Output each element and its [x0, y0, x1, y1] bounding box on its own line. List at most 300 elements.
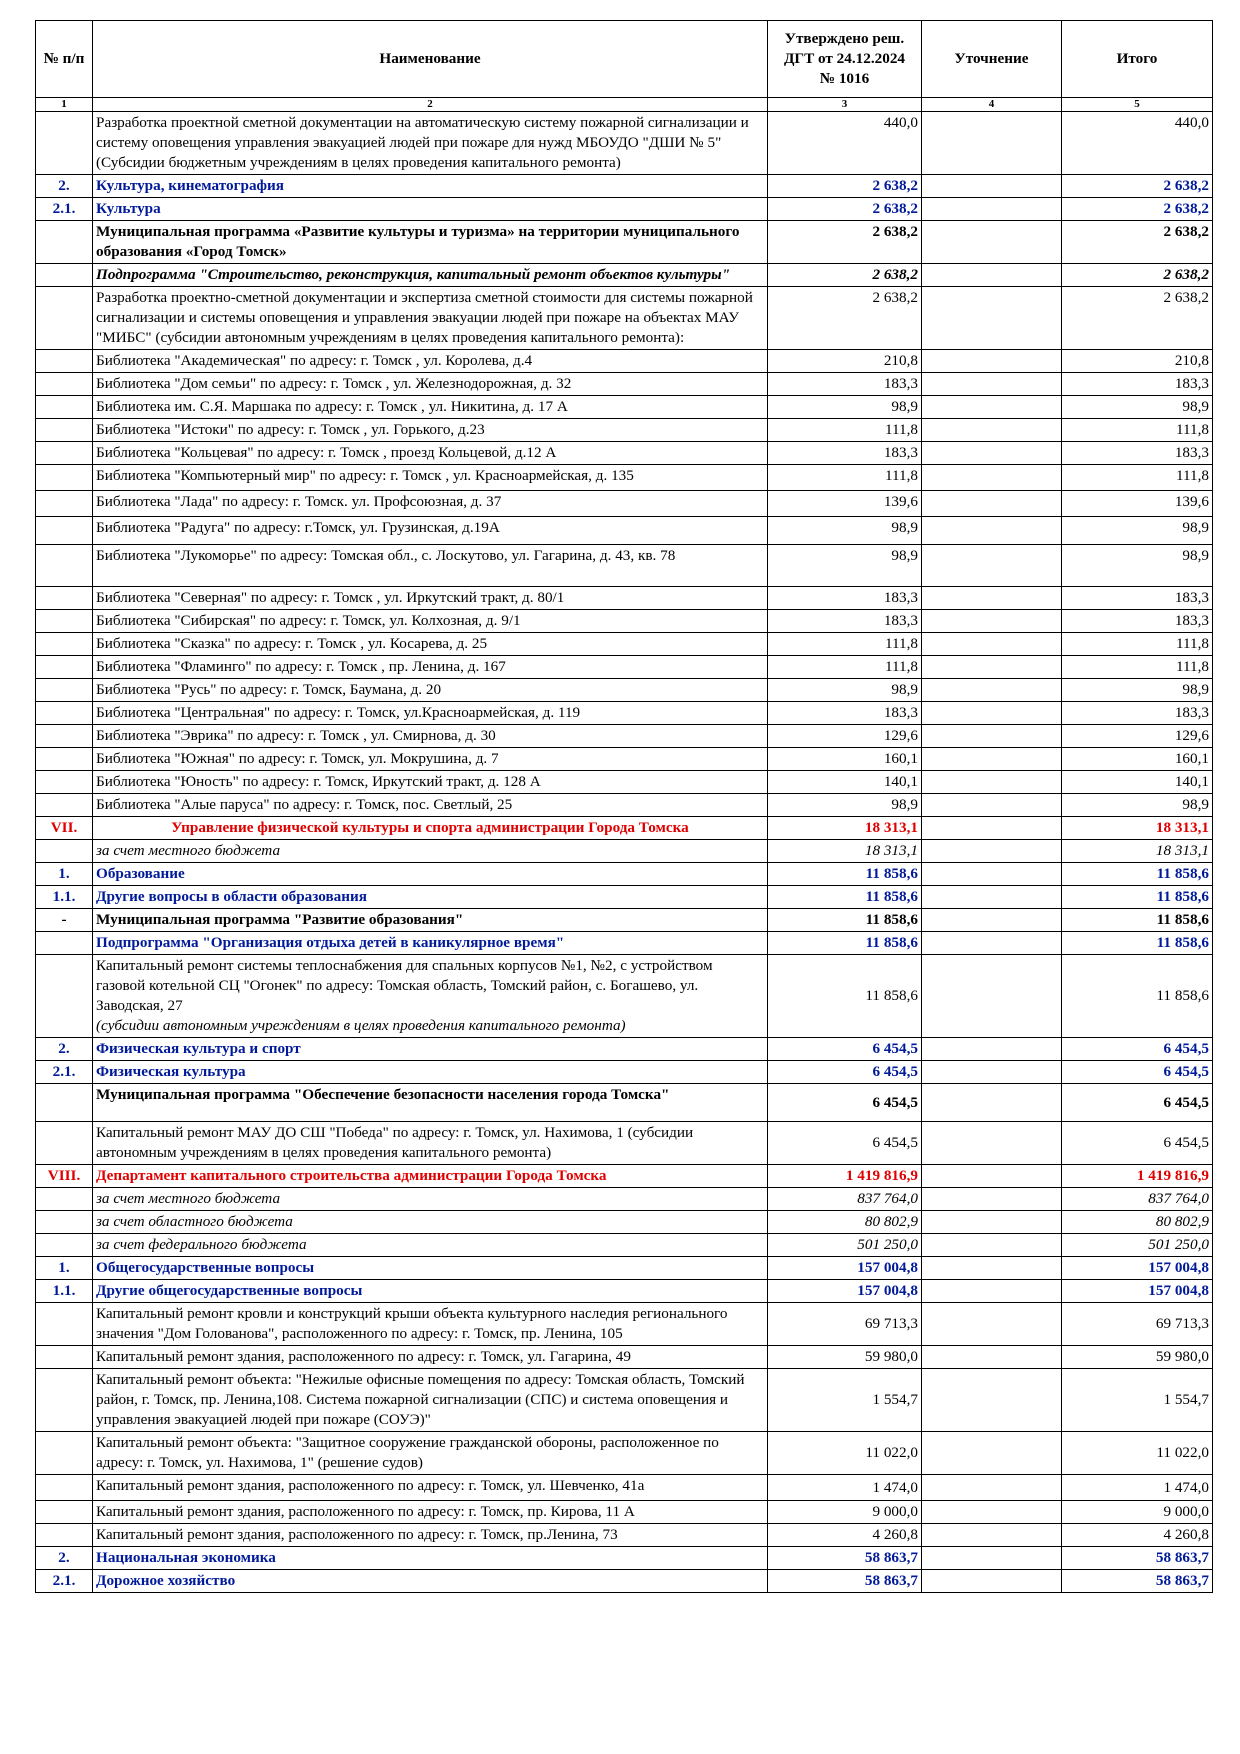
row-total-amount: 18 313,1 — [1062, 840, 1213, 863]
row-number — [36, 794, 93, 817]
row-name: Капитальный ремонт здания, расположенного по адресу: г. Томск, ул. Гагарина, 49 — [93, 1346, 768, 1369]
row-approved-amount: 98,9 — [768, 517, 922, 545]
row-approved-amount: 111,8 — [768, 633, 922, 656]
table-row — [36, 633, 1213, 656]
row-approved-amount: 160,1 — [768, 748, 922, 771]
row-clarification-amount — [922, 1346, 1062, 1369]
row-number: 2. — [36, 175, 93, 198]
row-total-amount: 183,3 — [1062, 373, 1213, 396]
row-approved-amount: 140,1 — [768, 771, 922, 794]
row-clarification-amount — [922, 1061, 1062, 1084]
table-row — [36, 221, 1213, 264]
row-approved-amount: 157 004,8 — [768, 1257, 922, 1280]
row-total-amount: 183,3 — [1062, 702, 1213, 725]
row-total-amount: 837 764,0 — [1062, 1188, 1213, 1211]
row-number: 1. — [36, 863, 93, 886]
table-row — [36, 932, 1213, 955]
row-name: Библиотека "Эврика" по адресу: г. Томск , ул. Смирнова, д. 30 — [93, 725, 768, 748]
row-approved-amount: 69 713,3 — [768, 1303, 922, 1346]
row-approved-amount: 111,8 — [768, 656, 922, 679]
row-total-amount: 140,1 — [1062, 771, 1213, 794]
row-clarification-amount — [922, 1303, 1062, 1346]
row-number — [36, 517, 93, 545]
row-clarification-amount — [922, 350, 1062, 373]
row-number — [36, 442, 93, 465]
row-clarification-amount — [922, 545, 1062, 587]
row-approved-amount: 111,8 — [768, 465, 922, 491]
row-name: Библиотека "Радуга" по адресу: г.Томск, ул. Грузинская, д.19А — [93, 517, 768, 545]
table-row — [36, 587, 1213, 610]
row-clarification-amount — [922, 1570, 1062, 1593]
row-approved-amount: 18 313,1 — [768, 840, 922, 863]
header-name: Наименование — [93, 21, 768, 98]
row-total-amount: 111,8 — [1062, 633, 1213, 656]
row-approved-amount: 18 313,1 — [768, 817, 922, 840]
row-clarification-amount — [922, 1165, 1062, 1188]
table-row — [36, 1432, 1213, 1475]
row-number — [36, 656, 93, 679]
row-name: Библиотека "Лада" по адресу: г. Томск. ул. Профсоюзная, д. 37 — [93, 491, 768, 517]
row-clarification-amount — [922, 1475, 1062, 1501]
table-row — [36, 1547, 1213, 1570]
row-clarification-amount — [922, 748, 1062, 771]
header-row — [36, 21, 1213, 98]
row-total-amount: 18 313,1 — [1062, 817, 1213, 840]
row-name: Муниципальная программа «Развитие культуры и туризма» на территории муниципального образования «Город Томск» — [93, 221, 768, 264]
row-number: 2.1. — [36, 198, 93, 221]
table-row — [36, 679, 1213, 702]
row-total-amount: 111,8 — [1062, 465, 1213, 491]
row-clarification-amount — [922, 932, 1062, 955]
row-approved-amount: 183,3 — [768, 587, 922, 610]
row-name: Другие вопросы в области образования — [93, 886, 768, 909]
table-row — [36, 909, 1213, 932]
row-approved-amount: 157 004,8 — [768, 1280, 922, 1303]
row-total-amount: 59 980,0 — [1062, 1346, 1213, 1369]
row-number — [36, 1369, 93, 1432]
row-total-amount: 98,9 — [1062, 517, 1213, 545]
row-total-amount: 2 638,2 — [1062, 287, 1213, 350]
row-number — [36, 491, 93, 517]
row-name: Библиотека "Юность" по адресу: г. Томск, Иркутский тракт, д. 128 А — [93, 771, 768, 794]
row-number — [36, 396, 93, 419]
row-clarification-amount — [922, 396, 1062, 419]
row-clarification-amount — [922, 1501, 1062, 1524]
row-approved-amount: 11 858,6 — [768, 886, 922, 909]
row-name: Разработка проектной сметной документации на автоматическую систему пожарной сигнализации и систему оповещения управления эвакуацией людей при пожаре для нужд МБОУДО "ДШИ № 5" (Субсидии бюджетным учреждениям в целях проведения капитального ремонта) — [93, 112, 768, 175]
header-number: № п/п — [36, 21, 93, 98]
row-number — [36, 840, 93, 863]
row-approved-amount: 11 858,6 — [768, 863, 922, 886]
row-approved-amount: 183,3 — [768, 610, 922, 633]
table-row — [36, 1257, 1213, 1280]
row-clarification-amount — [922, 817, 1062, 840]
row-clarification-amount — [922, 1257, 1062, 1280]
table-row — [36, 1084, 1213, 1122]
row-clarification-amount — [922, 517, 1062, 545]
table-row — [36, 955, 1213, 1038]
table-row — [36, 1369, 1213, 1432]
row-clarification-amount — [922, 955, 1062, 1038]
row-name: Библиотека "Академическая" по адресу: г. Томск , ул. Королева, д.4 — [93, 350, 768, 373]
table-row — [36, 1061, 1213, 1084]
row-approved-amount: 58 863,7 — [768, 1570, 922, 1593]
row-clarification-amount — [922, 610, 1062, 633]
row-number — [36, 1501, 93, 1524]
row-clarification-amount — [922, 794, 1062, 817]
column-index: 5 — [1062, 98, 1213, 112]
header-approved: Утверждено реш. ДГТ от 24.12.2024 № 1016 — [768, 21, 922, 98]
row-name — [93, 955, 768, 1038]
table-row — [36, 442, 1213, 465]
row-total-amount: 501 250,0 — [1062, 1234, 1213, 1257]
row-number — [36, 1475, 93, 1501]
row-name: Библиотека "Южная" по адресу: г. Томск, ул. Мокрушина, д. 7 — [93, 748, 768, 771]
row-clarification-amount — [922, 771, 1062, 794]
row-total-amount: 58 863,7 — [1062, 1570, 1213, 1593]
row-clarification-amount — [922, 491, 1062, 517]
row-total-amount: 139,6 — [1062, 491, 1213, 517]
row-number — [36, 465, 93, 491]
table-row — [36, 1346, 1213, 1369]
table-row — [36, 1501, 1213, 1524]
row-number — [36, 287, 93, 350]
row-name: Библиотека "Северная" по адресу: г. Томск , ул. Иркутский тракт, д. 80/1 — [93, 587, 768, 610]
row-approved-amount: 6 454,5 — [768, 1061, 922, 1084]
row-total-amount: 160,1 — [1062, 748, 1213, 771]
row-total-amount: 69 713,3 — [1062, 1303, 1213, 1346]
table-row — [36, 373, 1213, 396]
table-row — [36, 1234, 1213, 1257]
row-approved-amount: 4 260,8 — [768, 1524, 922, 1547]
row-approved-amount: 80 802,9 — [768, 1211, 922, 1234]
row-number — [36, 545, 93, 587]
row-approved-amount: 183,3 — [768, 442, 922, 465]
row-clarification-amount — [922, 633, 1062, 656]
row-name: Библиотека "Центральная" по адресу: г. Томск, ул.Красноармейская, д. 119 — [93, 702, 768, 725]
table-row — [36, 175, 1213, 198]
row-name: Подпрограмма "Строительство, реконструкция, капитальный ремонт объектов культуры" — [93, 264, 768, 287]
row-number — [36, 1188, 93, 1211]
row-number — [36, 1346, 93, 1369]
row-total-amount: 58 863,7 — [1062, 1547, 1213, 1570]
row-total-amount: 157 004,8 — [1062, 1280, 1213, 1303]
table-row — [36, 886, 1213, 909]
row-name: Библиотека "Лукоморье" по адресу: Томская обл., с. Лоскутово, ул. Гагарина, д. 43, кв. 78 — [93, 545, 768, 587]
table-row — [36, 112, 1213, 175]
row-number — [36, 1084, 93, 1122]
row-total-amount: 2 638,2 — [1062, 198, 1213, 221]
row-name: Капитальный ремонт МАУ ДО СШ "Победа" по адресу: г. Томск, ул. Нахимова, 1 (субсидии автономным учреждениям в целях проведения капитального ремонта) — [93, 1122, 768, 1165]
row-approved-amount: 210,8 — [768, 350, 922, 373]
row-clarification-amount — [922, 264, 1062, 287]
row-approved-amount: 98,9 — [768, 545, 922, 587]
row-clarification-amount — [922, 1524, 1062, 1547]
row-approved-amount: 440,0 — [768, 112, 922, 175]
table-row — [36, 465, 1213, 491]
row-number — [36, 1234, 93, 1257]
row-clarification-amount — [922, 112, 1062, 175]
row-name-text: Капитальный ремонт системы теплоснабжения для спальных корпусов №1, №2, с устройством газовой котельной СЦ "Огонек" по адресу: Томская область, Томский район, с. Богашево, ул. Заводская, 27 — [96, 957, 713, 1014]
row-name: Библиотека "Дом семьи" по адресу: г. Томск , ул. Железнодорожная, д. 32 — [93, 373, 768, 396]
column-index: 3 — [768, 98, 922, 112]
row-clarification-amount — [922, 1211, 1062, 1234]
row-clarification-amount — [922, 656, 1062, 679]
table-body — [36, 112, 1213, 1593]
row-number: 2. — [36, 1038, 93, 1061]
row-name: Управление физической культуры и спорта администрации Города Томска — [93, 817, 768, 840]
row-name: за счет местного бюджета — [93, 1188, 768, 1211]
row-total-amount: 11 858,6 — [1062, 955, 1213, 1038]
table-row — [36, 840, 1213, 863]
row-approved-amount: 2 638,2 — [768, 175, 922, 198]
row-total-amount: 98,9 — [1062, 679, 1213, 702]
row-name: Библиотека "Компьютерный мир" по адресу: г. Томск , ул. Красноармейская, д. 135 — [93, 465, 768, 491]
row-clarification-amount — [922, 863, 1062, 886]
row-note: (субсидии автономным учреждениям в целях проведения капитального ремонта) — [96, 1017, 626, 1034]
row-number — [36, 264, 93, 287]
row-name: Разработка проектно-сметной документации и экспертиза сметной стоимости для системы пожарной сигнализации и системы оповещения и управления эвакуации людей при пожаре на объектах МАУ "МИБС" (субсидии автономным учреждениям в целях проведения капитального ремонта): — [93, 287, 768, 350]
table-row — [36, 491, 1213, 517]
row-approved-amount: 183,3 — [768, 702, 922, 725]
row-name: Капитальный ремонт объекта: "Защитное сооружение гражданской обороны, расположенное по адресу: г. Томск, ул. Нахимова, 1" (решение судов) — [93, 1432, 768, 1475]
row-total-amount: 2 638,2 — [1062, 264, 1213, 287]
table-row — [36, 517, 1213, 545]
row-number: 2. — [36, 1547, 93, 1570]
row-clarification-amount — [922, 1547, 1062, 1570]
row-approved-amount: 98,9 — [768, 396, 922, 419]
row-total-amount: 440,0 — [1062, 112, 1213, 175]
row-name: Капитальный ремонт здания, расположенного по адресу: г. Томск, пр. Кирова, 11 А — [93, 1501, 768, 1524]
row-approved-amount: 11 858,6 — [768, 909, 922, 932]
row-name: Другие общегосударственные вопросы — [93, 1280, 768, 1303]
row-approved-amount: 1 554,7 — [768, 1369, 922, 1432]
row-number — [36, 373, 93, 396]
row-name: Общегосударственные вопросы — [93, 1257, 768, 1280]
row-total-amount: 6 454,5 — [1062, 1038, 1213, 1061]
row-name: Библиотека "Русь" по адресу: г. Томск, Баумана, д. 20 — [93, 679, 768, 702]
row-clarification-amount — [922, 287, 1062, 350]
row-clarification-amount — [922, 1122, 1062, 1165]
row-approved-amount: 6 454,5 — [768, 1084, 922, 1122]
row-number — [36, 955, 93, 1038]
table-row — [36, 1570, 1213, 1593]
row-approved-amount: 501 250,0 — [768, 1234, 922, 1257]
row-approved-amount: 2 638,2 — [768, 198, 922, 221]
row-number — [36, 702, 93, 725]
row-approved-amount: 6 454,5 — [768, 1122, 922, 1165]
row-name: Культура, кинематография — [93, 175, 768, 198]
row-total-amount: 183,3 — [1062, 587, 1213, 610]
row-clarification-amount — [922, 886, 1062, 909]
table-row — [36, 419, 1213, 442]
table-row — [36, 198, 1213, 221]
row-name: Капитальный ремонт здания, расположенного по адресу: г. Томск, пр.Ленина, 73 — [93, 1524, 768, 1547]
row-number: 1.1. — [36, 886, 93, 909]
row-total-amount: 6 454,5 — [1062, 1061, 1213, 1084]
row-clarification-amount — [922, 1038, 1062, 1061]
row-total-amount: 80 802,9 — [1062, 1211, 1213, 1234]
row-name: Национальная экономика — [93, 1547, 768, 1570]
table-row — [36, 396, 1213, 419]
table-row — [36, 863, 1213, 886]
table-row — [36, 287, 1213, 350]
row-number — [36, 679, 93, 702]
row-total-amount: 1 554,7 — [1062, 1369, 1213, 1432]
table-row — [36, 1280, 1213, 1303]
row-total-amount: 11 858,6 — [1062, 909, 1213, 932]
row-approved-amount: 11 858,6 — [768, 932, 922, 955]
row-clarification-amount — [922, 587, 1062, 610]
row-total-amount: 9 000,0 — [1062, 1501, 1213, 1524]
table-row — [36, 1475, 1213, 1501]
row-approved-amount: 2 638,2 — [768, 287, 922, 350]
table-row — [36, 725, 1213, 748]
row-number — [36, 748, 93, 771]
row-approved-amount: 2 638,2 — [768, 221, 922, 264]
row-number: - — [36, 909, 93, 932]
row-number — [36, 587, 93, 610]
row-name: Библиотека "Фламинго" по адресу: г. Томск , пр. Ленина, д. 167 — [93, 656, 768, 679]
row-number — [36, 1524, 93, 1547]
table-row — [36, 1038, 1213, 1061]
row-approved-amount: 1 474,0 — [768, 1475, 922, 1501]
row-number: VIII. — [36, 1165, 93, 1188]
row-name: Муниципальная программа "Обеспечение безопасности населения города Томска" — [93, 1084, 768, 1122]
row-total-amount: 11 858,6 — [1062, 863, 1213, 886]
row-name: Муниципальная программа "Развитие образования" — [93, 909, 768, 932]
header-clarification: Уточнение — [922, 21, 1062, 98]
row-approved-amount: 59 980,0 — [768, 1346, 922, 1369]
column-index: 1 — [36, 98, 93, 112]
row-approved-amount: 11 858,6 — [768, 955, 922, 1038]
row-number — [36, 1211, 93, 1234]
row-approved-amount: 11 022,0 — [768, 1432, 922, 1475]
table-row — [36, 702, 1213, 725]
row-total-amount: 98,9 — [1062, 545, 1213, 587]
row-number — [36, 1303, 93, 1346]
row-name: Физическая культура — [93, 1061, 768, 1084]
row-approved-amount: 139,6 — [768, 491, 922, 517]
row-number: 2.1. — [36, 1061, 93, 1084]
table-row — [36, 1122, 1213, 1165]
row-clarification-amount — [922, 221, 1062, 264]
row-clarification-amount — [922, 175, 1062, 198]
row-name: Департамент капитального строительства администрации Города Томска — [93, 1165, 768, 1188]
table-row — [36, 1524, 1213, 1547]
row-name: Библиотека "Алые паруса" по адресу: г. Томск, пос. Светлый, 25 — [93, 794, 768, 817]
row-number — [36, 725, 93, 748]
column-index-row — [36, 98, 1213, 112]
row-name: Библиотека "Истоки" по адресу: г. Томск , ул. Горького, д.23 — [93, 419, 768, 442]
row-clarification-amount — [922, 725, 1062, 748]
row-number — [36, 112, 93, 175]
row-clarification-amount — [922, 702, 1062, 725]
row-total-amount: 98,9 — [1062, 396, 1213, 419]
table-row — [36, 264, 1213, 287]
row-number — [36, 350, 93, 373]
row-total-amount: 183,3 — [1062, 442, 1213, 465]
table-row — [36, 1211, 1213, 1234]
row-number: 1.1. — [36, 1280, 93, 1303]
table-row — [36, 610, 1213, 633]
table-row — [36, 350, 1213, 373]
row-name: за счет областного бюджета — [93, 1211, 768, 1234]
row-approved-amount: 9 000,0 — [768, 1501, 922, 1524]
row-approved-amount: 183,3 — [768, 373, 922, 396]
row-approved-amount: 129,6 — [768, 725, 922, 748]
row-clarification-amount — [922, 198, 1062, 221]
row-clarification-amount — [922, 465, 1062, 491]
row-total-amount: 183,3 — [1062, 610, 1213, 633]
row-name: Культура — [93, 198, 768, 221]
column-index: 2 — [93, 98, 768, 112]
column-index: 4 — [922, 98, 1062, 112]
row-approved-amount: 2 638,2 — [768, 264, 922, 287]
row-number — [36, 221, 93, 264]
row-clarification-amount — [922, 909, 1062, 932]
row-name: Капитальный ремонт кровли и конструкций крыши объекта культурного наследия регионального значения "Дом Голованова", расположенного по адресу: г. Томск, пр. Ленина, 105 — [93, 1303, 768, 1346]
row-total-amount: 1 419 816,9 — [1062, 1165, 1213, 1188]
row-clarification-amount — [922, 442, 1062, 465]
row-number: 1. — [36, 1257, 93, 1280]
budget-table — [35, 20, 1213, 1593]
row-total-amount: 98,9 — [1062, 794, 1213, 817]
row-clarification-amount — [922, 373, 1062, 396]
row-total-amount: 1 474,0 — [1062, 1475, 1213, 1501]
table-row — [36, 794, 1213, 817]
table-row — [36, 1303, 1213, 1346]
row-number — [36, 932, 93, 955]
row-clarification-amount — [922, 1432, 1062, 1475]
row-number: VII. — [36, 817, 93, 840]
header-total: Итого — [1062, 21, 1213, 98]
row-total-amount: 157 004,8 — [1062, 1257, 1213, 1280]
row-clarification-amount — [922, 840, 1062, 863]
row-approved-amount: 111,8 — [768, 419, 922, 442]
row-total-amount: 129,6 — [1062, 725, 1213, 748]
row-approved-amount: 837 764,0 — [768, 1188, 922, 1211]
row-total-amount: 6 454,5 — [1062, 1122, 1213, 1165]
row-name: Библиотека "Кольцевая" по адресу: г. Томск , проезд Кольцевой, д.12 А — [93, 442, 768, 465]
row-clarification-amount — [922, 1084, 1062, 1122]
table-row — [36, 545, 1213, 587]
row-approved-amount: 6 454,5 — [768, 1038, 922, 1061]
row-name: за счет федерального бюджета — [93, 1234, 768, 1257]
row-number: 2.1. — [36, 1570, 93, 1593]
row-total-amount: 11 858,6 — [1062, 932, 1213, 955]
row-number — [36, 610, 93, 633]
row-approved-amount: 98,9 — [768, 679, 922, 702]
row-clarification-amount — [922, 1369, 1062, 1432]
row-number — [36, 633, 93, 656]
row-number — [36, 419, 93, 442]
table-row — [36, 1188, 1213, 1211]
row-number — [36, 771, 93, 794]
table-row — [36, 817, 1213, 840]
row-total-amount: 11 022,0 — [1062, 1432, 1213, 1475]
row-total-amount: 2 638,2 — [1062, 221, 1213, 264]
row-clarification-amount — [922, 1234, 1062, 1257]
row-name: Библиотека "Сказка" по адресу: г. Томск , ул. Косарева, д. 25 — [93, 633, 768, 656]
table-row — [36, 771, 1213, 794]
row-total-amount: 210,8 — [1062, 350, 1213, 373]
row-name: Физическая культура и спорт — [93, 1038, 768, 1061]
row-number — [36, 1432, 93, 1475]
row-total-amount: 2 638,2 — [1062, 175, 1213, 198]
row-name: Подпрограмма "Организация отдыха детей в каникулярное время" — [93, 932, 768, 955]
row-number — [36, 1122, 93, 1165]
